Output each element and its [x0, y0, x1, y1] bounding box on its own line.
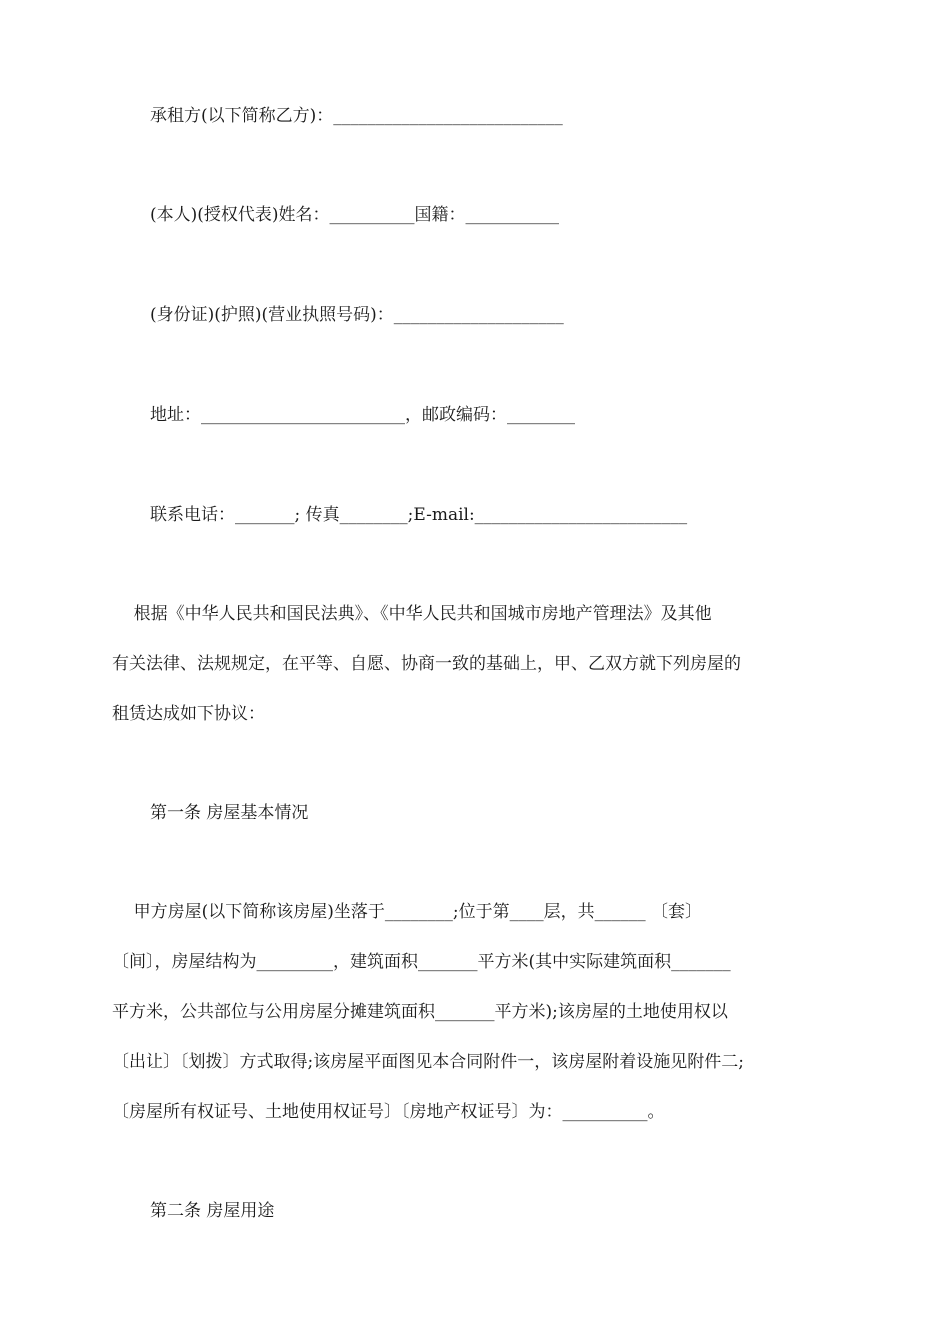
article-2-heading: 第二条 房屋用途: [150, 1201, 275, 1221]
article-1-line-4: 〔出让〕〔划拨〕方式取得;该房屋平面图见本合同附件一，该房屋附着设施见附件二;: [112, 1052, 744, 1072]
lessee-line: 承租方(以下简称乙方)：___________________________: [150, 106, 563, 126]
contact-line: 联系电话：_______; 传真________;E-mail:_________________________: [150, 505, 688, 525]
article-1-line-2: 〔间〕，房屋结构为_________，建筑面积_______平方米(其中实际建筑面积_______: [112, 952, 731, 972]
address-line: 地址：________________________，邮政编码：________: [150, 405, 575, 425]
id-number-line: (身份证)(护照)(营业执照号码)：____________________: [150, 305, 564, 325]
preamble-line-3: 租赁达成如下协议：: [112, 704, 265, 724]
article-1-heading: 第一条 房屋基本情况: [150, 803, 309, 823]
article-1-line-5: 〔房屋所有权证号、土地使用权证号〕〔房地产权证号〕为：__________。: [112, 1102, 665, 1122]
article-1-line-3: 平方米，公共部位与公用房屋分摊建筑面积_______平方米);该房屋的土地使用权以: [112, 1002, 728, 1022]
preamble-line-1: 根据《中华人民共和国民法典》、《中华人民共和国城市房地产管理法》及其他: [112, 604, 712, 624]
article-1-line-1: 甲方房屋(以下简称该房屋)坐落于________;位于第____层，共______ 〔套〕: [112, 902, 703, 922]
preamble-line-2: 有关法律、法规规定，在平等、自愿、协商一致的基础上，甲、乙双方就下列房屋的: [112, 654, 741, 674]
name-nationality-line: (本人)(授权代表)姓名：__________国籍：___________: [150, 205, 560, 225]
